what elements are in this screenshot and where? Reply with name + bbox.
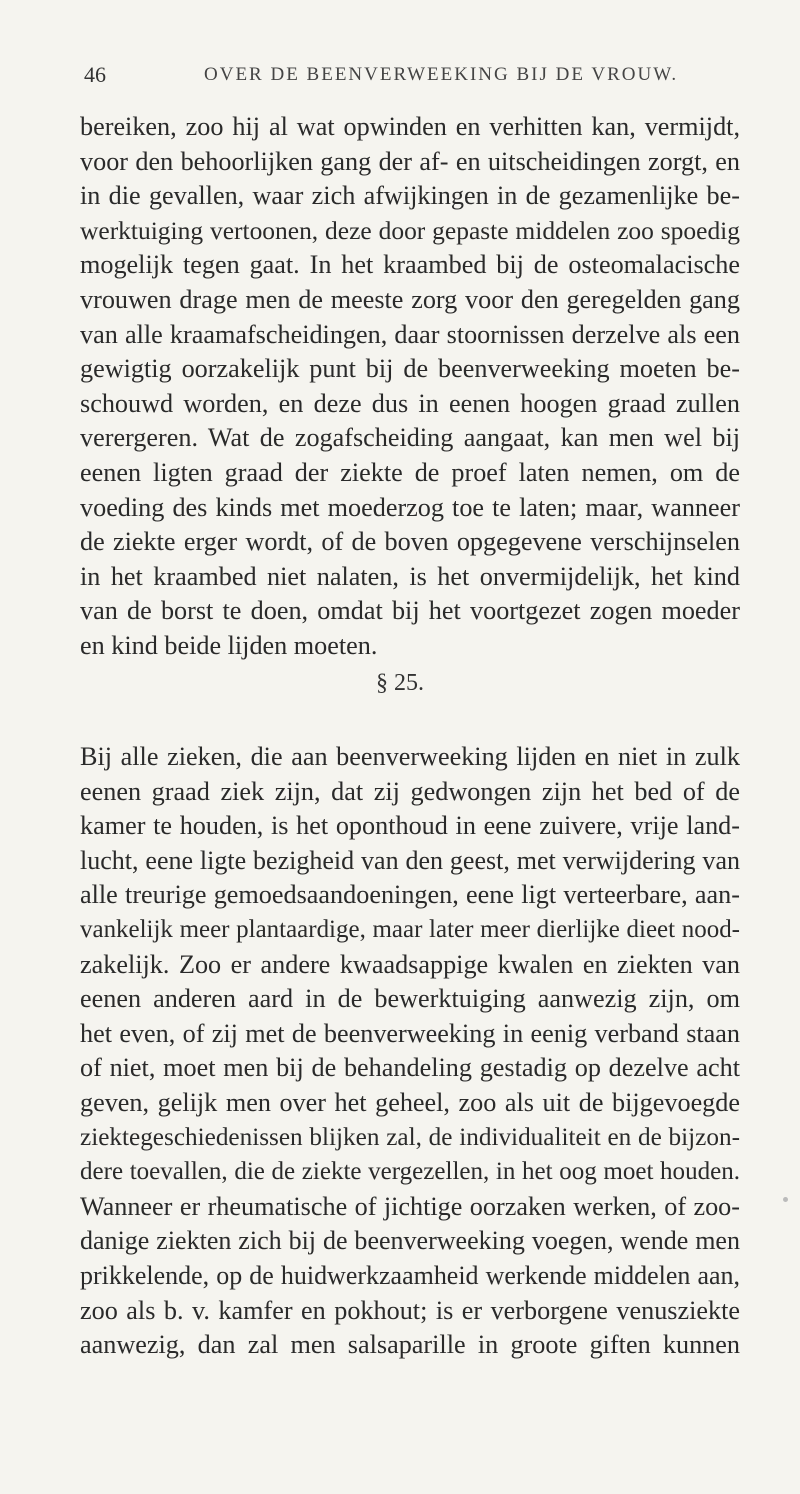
text-line: danige ziekten zich bij de beenverweeking voegen, wende men: [80, 1226, 740, 1256]
page-number: 46: [84, 62, 106, 87]
text-line: bereiken, zoo hij al wat opwinden en verhitten kan, vermijdt,: [80, 112, 740, 141]
section-heading: § 25.: [376, 670, 424, 696]
text-line: verergeren. Wat de zogafscheiding aangaat, kan men wel bij: [80, 423, 740, 453]
page-header: [84, 52, 724, 92]
text-line: prikkelende, op de huidwerkzaamheid werkende middelen aan,: [80, 1260, 740, 1290]
text-line: zoo als b. v. kamfer en pokhout; is er verborgene venusziekte: [80, 1295, 740, 1325]
text-line: of niet, moet men bij de behandeling gestadig op dezelve acht: [80, 1053, 740, 1083]
text-line: Wanneer er rheumatische of jichtige oorzaken werken, of zoo-: [80, 1191, 740, 1221]
margin-speck: [783, 1197, 788, 1202]
text-line: zakelijk. Zoo er andere kwaadsappige kwalen en ziekten van: [80, 949, 740, 979]
text-line: lucht, eene ligte bezigheid van den geest, met verwijdering van: [80, 845, 740, 875]
text-line: van alle kraamafscheidingen, daar stoornissen derzelve als een: [80, 319, 740, 349]
text-line: in die gevallen, waar zich afwijkingen in de gezamenlijke be-: [80, 181, 740, 211]
text-line: mogelijk tegen gaat. In het kraambed bij de osteomalacische: [80, 250, 740, 280]
text-line: eenen anderen aard in de bewerktuiging aanwezig zijn, om: [80, 984, 740, 1014]
text-line: de ziekte erger wordt, of de boven opgegevene verschijnselen: [80, 527, 740, 557]
paragraph-1: [80, 110, 740, 664]
text-line: aanwezig, dan zal men salsaparille in groote giften kunnen: [80, 1330, 740, 1360]
text-line: vankelijk meer plantaardige, maar later meer dierlijke dieet nood-: [80, 915, 740, 943]
text-line: en kind beide lijden moeten.: [80, 630, 378, 660]
text-line: geven, gelijk men over het geheel, zoo als uit de bijgevoegde: [80, 1087, 740, 1117]
text-line: werktuiging vertoonen, deze door gepaste middelen zoo spoedig: [80, 215, 740, 245]
text-line: voor den behoorlijken gang der af- en uitscheidingen zorgt, en: [80, 146, 740, 176]
text-line: in het kraambed niet nalaten, is het onvermijdelijk, het kind: [80, 561, 740, 591]
text-line: gewigtig oorzakelijk punt bij de beenverweeking moeten be-: [80, 354, 740, 384]
text-line: eenen graad ziek zijn, dat zij gedwongen zijn het bed of de: [80, 776, 740, 806]
text-line: Bij alle zieken, die aan beenverweeking lijden en niet in zulk: [80, 742, 740, 771]
text-line: voeding des kinds met moederzog toe te laten; maar, wanneer: [80, 492, 740, 522]
text-line: van de borst te doen, omdat bij het voortgezet zogen moeder: [80, 596, 740, 626]
running-title: OVER DE BEENVERWEEKING BIJ DE VROUW.: [204, 64, 679, 85]
text-line: dere toevallen, die de ziekte vergezellen, in het oog moet houden.: [80, 1158, 740, 1186]
text-line: kamer te houden, is het oponthoud in eene zuivere, vrije land-: [80, 811, 740, 841]
paragraph-2: [80, 740, 740, 1363]
text-line: alle treurige gemoedsaandoeningen, eene ligt verteerbare, aan-: [80, 880, 740, 910]
text-line: schouwd worden, en deze dus in eenen hoogen graad zullen: [80, 388, 740, 418]
text-line: het even, of zij met de beenverweeking in eenig verband staan: [80, 1018, 740, 1048]
text-line: ziektegeschiedenissen blijken zal, de individualiteit en de bijzon-: [80, 1123, 740, 1151]
text-line: eenen ligten graad der ziekte de proef laten nemen, om de: [80, 457, 740, 487]
text-line: vrouwen drage men de meeste zorg voor den geregelden gang: [80, 284, 740, 314]
